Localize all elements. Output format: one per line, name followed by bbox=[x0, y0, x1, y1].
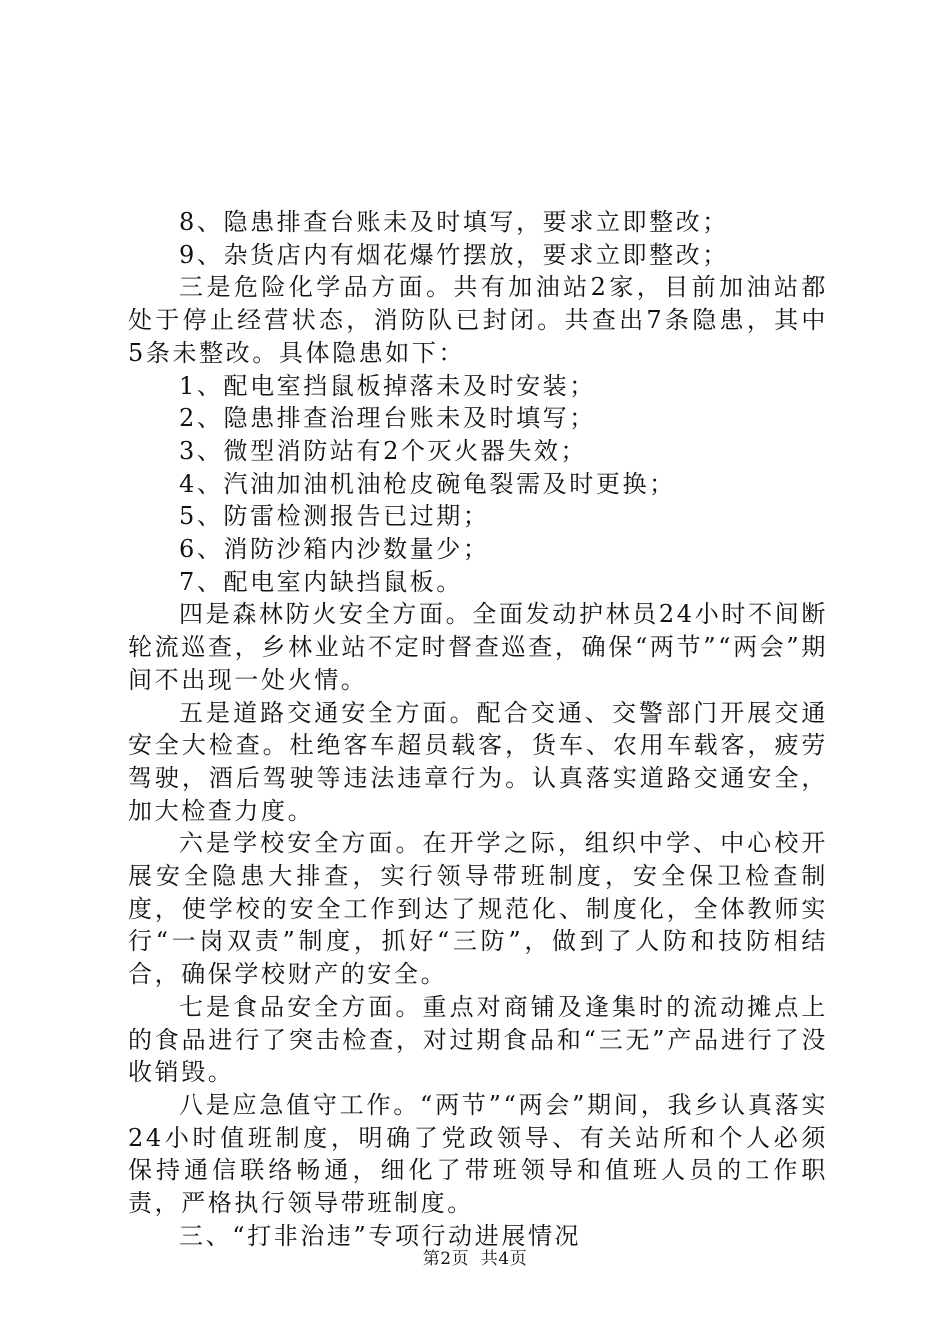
paragraph: 3、微型消防站有2个灭火器失效； bbox=[179, 436, 588, 465]
paragraph: 2、隐患排查治理台账未及时填写； bbox=[179, 404, 596, 433]
paragraph: 9、杂货店内有烟花爆竹摆放，要求立即整改； bbox=[179, 240, 729, 269]
paragraph: 4、汽油加油机油枪皮碗龟裂需及时更换； bbox=[179, 469, 676, 498]
paragraph: 八是应急值守工作。“两节”“两会”期间，我乡认真落实24小时值班制度，明确了党政领导、有关站所和个人必须保持通信联络畅通，细化了带班领导和值班人员的工作职责，严格执行领导带班制度。 bbox=[128, 1090, 828, 1218]
paragraph: 7、配电室内缺挡鼠板。 bbox=[179, 567, 463, 596]
paragraph: 1、配电室挡鼠板掉落未及时安装； bbox=[179, 371, 596, 400]
page-number-label: 第2页 共4页 bbox=[422, 1249, 528, 1269]
paragraph: 6、消防沙箱内沙数量少； bbox=[179, 535, 490, 564]
paragraph: 四是森林防火安全方面。全面发动护林员24小时不间断轮流巡查，乡林业站不定时督查巡查，确保“两节”“两会”期间不出现一处火情。 bbox=[128, 600, 828, 694]
paragraph: 六是学校安全方面。在开学之际，组织中学、中心校开展安全隐患大排查，实行领导带班制度，安全保卫检查制度，使学校的安全工作到达了规范化、制度化，全体教师实行“一岗双责”制度，抓好“三防”，做到了人防和技防相结合，确保学校财产的安全。 bbox=[128, 829, 828, 989]
section-heading: 三、“打非治违”专项行动进展情况 bbox=[179, 1221, 582, 1250]
paragraph: 五是道路交通安全方面。配合交通、交警部门开展交通安全大检查。杜绝客车超员载客，货车、农用车载客，疲劳驾驶，酒后驾驶等违法违章行为。认真落实道路交通安全，加大检查力度。 bbox=[128, 698, 828, 825]
paragraph: 8、隐患排查台账未及时填写，要求立即整改； bbox=[179, 208, 729, 236]
page-footer bbox=[0, 1244, 950, 1269]
document-body bbox=[128, 206, 828, 1253]
paragraph: 七是食品安全方面。重点对商铺及逢集时的流动摊点上的食品进行了突击检查，对过期食品和“三无”产品进行了没收销毁。 bbox=[128, 992, 828, 1087]
paragraph: 三是危险化学品方面。共有加油站2家，目前加油站都处于停止经营状态，消防队已封闭。共查出7条隐患，其中5条未整改。具体隐患如下： bbox=[128, 273, 828, 367]
paragraph: 5、防雷检测报告已过期； bbox=[179, 502, 490, 531]
